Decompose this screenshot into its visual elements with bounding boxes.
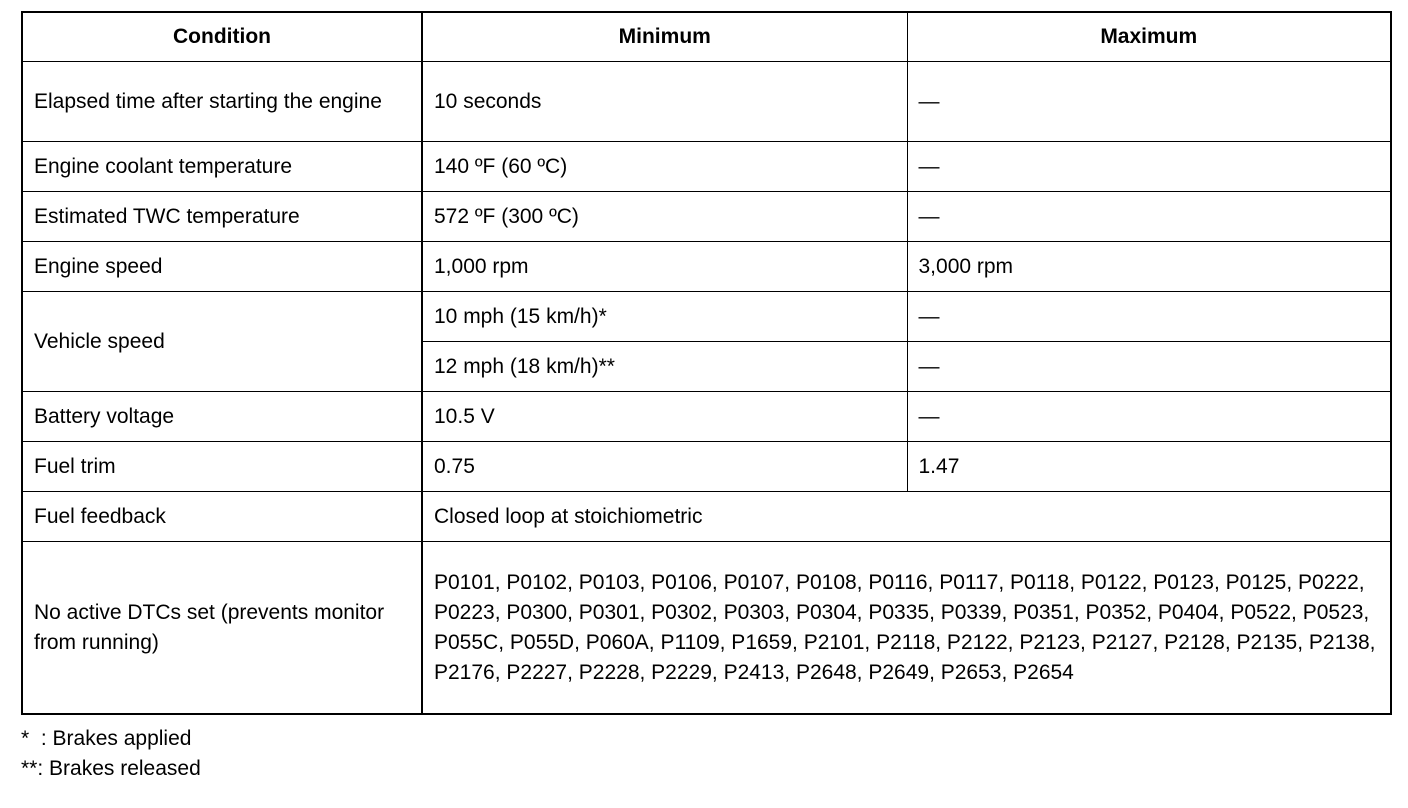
footnote-mark: ** — [21, 757, 38, 780]
table-row — [22, 242, 1391, 292]
condition-cell: Estimated TWC temperature — [22, 192, 422, 242]
minimum-cell: 10 seconds — [422, 62, 907, 142]
minimum-cell: 10.5 V — [422, 392, 907, 442]
column-header-minimum: Minimum — [422, 12, 907, 62]
table-row — [22, 192, 1391, 242]
table-row — [22, 392, 1391, 442]
condition-cell: No active DTCs set (prevents monitor from running) — [22, 542, 422, 715]
table-header-row — [22, 12, 1391, 62]
footnote-text: Brakes released — [49, 757, 201, 780]
column-header-condition: Condition — [22, 12, 422, 62]
maximum-cell: — — [907, 62, 1391, 142]
table-row — [22, 492, 1391, 542]
maximum-cell: — — [907, 392, 1391, 442]
conditions-table — [21, 11, 1392, 715]
footnote: * : Brakes applied — [21, 727, 192, 750]
footnotes — [21, 724, 201, 784]
maximum-cell: 1.47 — [907, 442, 1391, 492]
minimum-cell: 1,000 rpm — [422, 242, 907, 292]
table-row — [22, 62, 1391, 142]
maximum-cell: — — [907, 142, 1391, 192]
condition-cell: Fuel trim — [22, 442, 422, 492]
minimum-cell: 12 mph (18 km/h)** — [422, 342, 907, 392]
minimum-cell: 572 ºF (300 ºC) — [422, 192, 907, 242]
footnote-mark: * — [21, 727, 30, 750]
condition-cell: Vehicle speed — [22, 292, 422, 392]
condition-cell: Engine coolant temperature — [22, 142, 422, 192]
condition-cell: Fuel feedback — [22, 492, 422, 542]
footnote: **: Brakes released — [21, 757, 201, 780]
value-cell: Closed loop at stoichiometric — [422, 492, 1391, 542]
maximum-cell: — — [907, 342, 1391, 392]
condition-cell: Elapsed time after starting the engine — [22, 62, 422, 142]
maximum-cell: — — [907, 192, 1391, 242]
column-header-maximum: Maximum — [907, 12, 1391, 62]
minimum-cell: 10 mph (15 km/h)* — [422, 292, 907, 342]
table-row — [22, 442, 1391, 492]
table-row — [22, 292, 1391, 342]
footnote-text: Brakes applied — [52, 727, 192, 750]
condition-cell: Battery voltage — [22, 392, 422, 442]
minimum-cell: 140 ºF (60 ºC) — [422, 142, 907, 192]
table-row — [22, 542, 1391, 715]
maximum-cell: 3,000 rpm — [907, 242, 1391, 292]
minimum-cell: 0.75 — [422, 442, 907, 492]
condition-cell: Engine speed — [22, 242, 422, 292]
maximum-cell: — — [907, 292, 1391, 342]
table-row — [22, 142, 1391, 192]
dtc-list-cell: P0101, P0102, P0103, P0106, P0107, P0108, P0116, P0117, P0118, P0122, P0123, P0125, P0222, P0223, P0300, P0301, P0302, P0303, P0304, P0335, P0339, P0351, P0352, P0404, P0522, P0523, P055C, P055D, P060A, P1109, P1659, P2101, P2118, P2122, P2123, P2127, P2128, P2135, P2138, P2176, P2227, P2228, P2229, P2413, P2648, P2649, P2653, P2654 — [422, 542, 1391, 715]
